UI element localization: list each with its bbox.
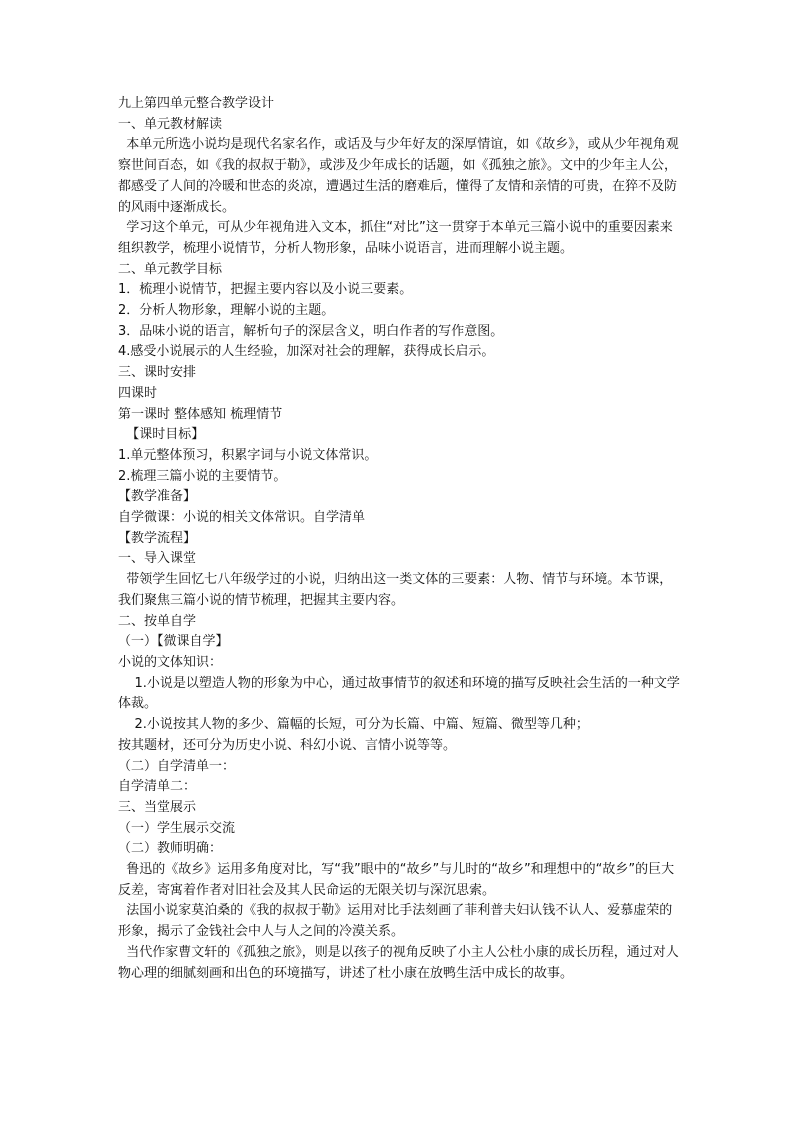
text-line: 三、当堂展示 [118,799,197,815]
text-line: 【课时目标】 [126,427,205,443]
text-line: 4.感受小说展示的人生经验，加深对社会的理解，获得成长启示。 [118,344,495,360]
text-line: 1.单元整体预习，积累字词与小说文体常识。 [118,447,378,463]
text-line: 1．梳理小说情节，把握主要内容以及小说三要素。 [118,282,413,298]
text-line: 【教学流程】 [118,530,197,546]
text-line: 第一课时 整体感知 梳理情节 [118,406,283,422]
text-line: 3．品味小说的语言，解析句子的深层含义，明白作者的写作意图。 [118,323,504,339]
text-line: 带领学生回忆七八年级学过的小说，归纳出这一类文体的三要素：人物、情节与环境。本节课，我们聚焦三篇小说的情节梳理，把握其主要内容。 [118,572,673,608]
text-line: 二、按单自学 [118,613,197,629]
text-line: （一）【微课自学】 [118,634,229,650]
document-body [118,94,680,984]
text-line: 鲁迅的《故乡》运用多角度对比，写“我”眼中的“故乡”与儿时的“故乡”和理想中的“故乡”的巨大反差，寄寓着作者对旧社会及其人民命运的无限关切与深沉思索。 [118,862,675,898]
text-line: 一、单元教材解读 [118,116,223,132]
text-line: 2．分析人物形象，理解小说的主题。 [118,303,335,319]
text-line: 自学清单二： [118,779,197,795]
text-line: 2.小说按其人物的多少、篇幅的长短，可分为长篇、中篇、短篇、微型等几种； [134,717,589,733]
text-line: 【教学准备】 [118,489,197,505]
text-line: 按其题材，还可分为历史小说、科幻小说、言情小说等等。 [118,737,457,753]
text-line: （一）学生展示交流 [118,820,236,836]
text-line: 四课时 [118,385,158,401]
text-line: 法国小说家莫泊桑的《我的叔叔于勒》运用对比手法刻画了菲利普夫妇认钱不认人、爱慕虚荣的形象，揭示了金钱社会中人与人之间的冷漠关系。 [118,903,673,940]
text-line: 九上第四单元整合教学设计 [118,96,275,111]
text-line: 学习这个单元，可从少年视角进入文本，抓住“对比”这一贯穿于本单元三篇小说中的重要因素来组织教学，梳理小说情节，分析人物形象，品味小说语言，进而理解小说主题。 [118,220,673,256]
text-line: 一、导入课堂 [118,551,197,567]
text-line: （二）教师明确： [118,841,223,857]
text-line: 小说的文体知识： [118,654,223,670]
text-line: 当代作家曹文轩的《孤独之旅》，则是以孩子的视角反映了小主人公杜小康的成长历程，通过对人物心理的细腻刻画和出色的环境描写，讲述了杜小康在放鸭生活中成长的故事。 [118,944,679,981]
text-line: 本单元所选小说均是现代名家名作，或话及与少年好友的深厚情谊，如《故乡》，或从少年视角观察世间百态，如《我的叔叔于勒》，或涉及少年成长的话题，如《孤独之旅》。文中的少年主人公，都感受了人间的冷暖和世态的炎凉，遭遇过生活的磨难后，懂得了友情和亲情的可贵，在猝不及防的风雨中逐渐成长。 [118,137,679,215]
text-line: 自学微课：小说的相关文体常识。自学清单 [118,510,366,526]
text-line: 2.梳理三篇小说的主要情节。 [118,468,287,484]
text-line: （二）自学清单一： [118,758,236,774]
text-line: 三、课时安排 [118,365,197,381]
text-line: 二、单元教学目标 [118,261,223,277]
text-line: 1.小说是以塑造人物的形象为中心，通过故事情节的叙述和环境的描写反映社会生活的一种文学体裁。 [118,675,680,712]
